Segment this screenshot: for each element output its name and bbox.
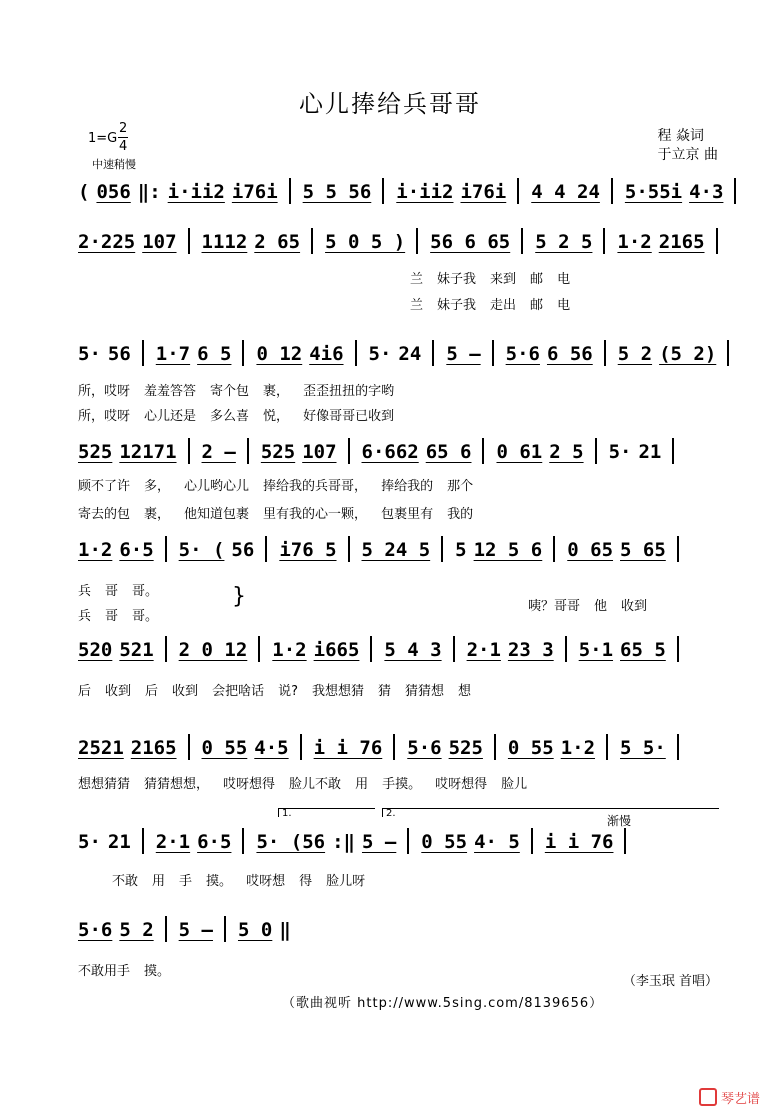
barline	[441, 536, 443, 562]
barline	[611, 178, 613, 204]
lyric-word: 后	[145, 684, 159, 699]
lyric-word: 多，	[144, 479, 171, 494]
lyric-line	[78, 680, 485, 699]
video-link[interactable]: （歌曲视听 http://www.5sing.com/8139656）	[282, 996, 604, 1011]
note-group: 5 –	[178, 919, 213, 941]
note-group: 525	[448, 737, 483, 759]
barline	[242, 828, 244, 854]
lyric-line	[78, 503, 487, 522]
lyric-word: 走出	[490, 298, 517, 313]
lyric-word: 心儿还是	[144, 409, 197, 424]
note-group: 5·6	[78, 919, 113, 941]
note-group: :‖	[332, 831, 355, 853]
barline	[606, 734, 608, 760]
note-group: 6 56	[546, 343, 593, 365]
lyric-line	[78, 580, 172, 599]
lyric-word: 邮	[530, 298, 544, 313]
lyric-word: 所，哎呀	[78, 384, 131, 399]
lyric-word: 那个	[447, 479, 474, 494]
note-group: i·ii2	[396, 181, 454, 203]
note-group: 56 6 65	[430, 231, 511, 253]
barline	[300, 734, 302, 760]
note-group: 6·5	[197, 831, 232, 853]
lyric-word: 我的	[447, 507, 474, 522]
lyric-word: 猜猜想想，	[144, 777, 210, 792]
note-group: 2165	[658, 231, 705, 253]
lyric-word: 妹子我	[437, 298, 477, 313]
lyric-word: 收到	[621, 599, 648, 614]
note-group: 65 5	[620, 639, 666, 661]
note-group: 0 65	[567, 539, 614, 561]
barline	[311, 228, 313, 254]
lyric-word: 说?	[278, 684, 298, 699]
lyric-word: 兰	[410, 272, 424, 287]
barline	[521, 228, 523, 254]
note-group: 5· (	[178, 539, 225, 561]
note-group: 5 0	[237, 919, 273, 941]
note-group: 5 24 5	[361, 539, 431, 561]
lyric-word: 不敢用手	[78, 964, 131, 979]
note-group: 2165	[130, 737, 177, 759]
lyric-word: 心儿哟心儿	[184, 479, 250, 494]
barline	[624, 828, 626, 854]
lyric-brace: }	[232, 584, 246, 609]
barline	[165, 916, 167, 942]
barline	[531, 828, 533, 854]
note-group: 1·7	[155, 343, 191, 365]
lyric-word: 电	[557, 298, 571, 313]
barline	[348, 536, 350, 562]
note-group: 6·662	[361, 441, 419, 463]
credits	[658, 127, 718, 165]
barline	[734, 178, 736, 204]
lyricist: 程 焱词	[657, 128, 704, 144]
barline	[677, 636, 679, 662]
logo-icon	[699, 1088, 717, 1106]
note-group: 5 2	[119, 919, 154, 941]
notation-system	[78, 636, 691, 662]
note-group: 21	[107, 831, 131, 853]
note-group: 525	[78, 441, 113, 463]
barline	[165, 536, 167, 562]
lyric-word: 哎呀想得	[435, 777, 488, 792]
ending-number: 2.	[386, 808, 396, 819]
lyric-word: 他	[594, 599, 608, 614]
barline	[382, 178, 384, 204]
lyric-word: 电	[557, 272, 571, 287]
barline	[393, 734, 395, 760]
barline	[265, 536, 267, 562]
lyric-word: 后	[78, 684, 92, 699]
lyric-word: 所，哎呀	[78, 409, 131, 424]
note-group: 5 0 5 )	[325, 231, 406, 253]
note-group: 0 55	[507, 737, 554, 759]
barline	[247, 438, 249, 464]
lyric-word: 咦？哥哥	[528, 599, 581, 614]
lyric-word: 想	[458, 684, 472, 699]
note-group: ‖:	[137, 181, 161, 203]
composer: 于立京 曲	[657, 147, 718, 163]
note-group: 1·2	[78, 539, 113, 561]
note-group: 2 –	[201, 441, 236, 463]
notation-system	[78, 340, 741, 366]
barline	[370, 636, 372, 662]
barline	[565, 636, 567, 662]
barline	[165, 636, 167, 662]
lyric-word: 裹，	[144, 507, 171, 522]
barline	[482, 438, 484, 464]
note-group: i i 76	[313, 737, 383, 759]
lyric-word: 包裹里有	[381, 507, 434, 522]
note-group: 1·2	[272, 639, 307, 661]
notation-system	[78, 438, 686, 464]
lyric-word: 哥	[105, 584, 119, 599]
note-group: 56	[231, 539, 255, 561]
barline	[142, 828, 144, 854]
note-group: 4 4 24	[531, 181, 600, 203]
note-group: 5·1	[578, 639, 614, 661]
lyric-word: 邮	[530, 272, 544, 287]
lyric-line	[78, 605, 172, 624]
note-group: i·ii2	[167, 181, 225, 203]
notation-system	[78, 536, 691, 562]
note-group: 056	[96, 181, 131, 203]
barline	[672, 438, 674, 464]
note-group: 4·5	[254, 737, 289, 759]
lyric-line	[78, 960, 184, 979]
lyric-word: 妹子我	[437, 272, 477, 287]
note-group: 525	[260, 441, 296, 463]
lyric-word: 里有我的心一颗，	[263, 507, 368, 522]
barline	[604, 340, 606, 366]
time-denominator: 4	[119, 139, 128, 154]
barline	[242, 340, 244, 366]
first-ending-bracket	[278, 808, 375, 817]
note-group: 2521	[78, 737, 124, 759]
note-group: 21	[638, 441, 662, 463]
note-group: 107	[302, 441, 337, 463]
note-group: 2·225	[78, 231, 136, 253]
note-group: 0 55	[421, 831, 468, 853]
notation-system	[78, 916, 298, 942]
lyric-line	[78, 773, 541, 792]
note-group: 0 55	[201, 737, 248, 759]
note-group: (5 2)	[659, 343, 717, 365]
barline	[716, 228, 718, 254]
lyric-word: 悦，	[263, 409, 290, 424]
note-group: 1·2	[617, 231, 652, 253]
barline	[142, 340, 144, 366]
time-signature	[118, 120, 128, 155]
lyric-word: 手摸。	[382, 777, 422, 792]
lyric-word: 得	[299, 874, 313, 889]
notation-system	[78, 228, 730, 254]
lyric-word: 用	[355, 777, 369, 792]
lyric-word: 顾不了许	[78, 479, 131, 494]
note-group: 2 5	[549, 441, 584, 463]
barline	[453, 636, 455, 662]
lyric-word: 脸儿不敢	[289, 777, 342, 792]
note-group: 0 12	[256, 343, 303, 365]
barline	[727, 340, 729, 366]
lyric-word: 用	[152, 874, 166, 889]
barline	[553, 536, 555, 562]
note-group: 2·1	[155, 831, 191, 853]
lyric-word: 哎呀想	[246, 874, 286, 889]
note-group: 56	[107, 343, 131, 365]
tempo-change-mark: 渐慢	[607, 814, 632, 828]
barline	[224, 916, 226, 942]
note-group: 23 3	[507, 639, 554, 661]
barline	[603, 228, 605, 254]
ending-number: 1.	[282, 808, 292, 819]
page-title: 心儿捧给兵哥哥	[299, 90, 481, 118]
barline	[258, 636, 260, 662]
lyric-word: 兵	[78, 609, 92, 624]
lyric-word: 寄个包	[210, 384, 250, 399]
notation-system	[78, 178, 748, 204]
key-signature: 1=G	[88, 131, 118, 146]
note-group: i665	[313, 639, 360, 661]
lyric-word: 裹，	[263, 384, 290, 399]
barline	[517, 178, 519, 204]
note-group: 5·6	[505, 343, 540, 365]
barline	[289, 178, 291, 204]
note-group: 2 0 12	[178, 639, 248, 661]
note-group: 5·	[368, 343, 392, 365]
lyric-word: 多么喜	[210, 409, 250, 424]
lyric-line	[410, 268, 584, 287]
site-logo[interactable]	[699, 1088, 760, 1107]
lyric-word: 收到	[105, 684, 132, 699]
barline	[492, 340, 494, 366]
lyric-line	[528, 595, 661, 614]
note-group: 12171	[119, 441, 177, 463]
note-group: 6·5	[119, 539, 154, 561]
notation-system	[78, 734, 691, 760]
tempo-marking: 中速稍慢	[92, 158, 136, 171]
barline	[407, 828, 409, 854]
note-group: 5 5 56	[302, 181, 372, 203]
note-group: 521	[119, 639, 154, 661]
lyric-word: 羞羞答答	[144, 384, 197, 399]
note-group: 65 6	[425, 441, 472, 463]
lyric-word: 猜	[378, 684, 392, 699]
note-group: 4·3	[689, 181, 724, 203]
note-group: 5	[455, 539, 467, 561]
note-group: 5·	[608, 441, 632, 463]
note-group: 5 2	[617, 343, 653, 365]
note-group: i i 76	[544, 831, 614, 853]
lyric-word: 不敢	[112, 874, 139, 889]
note-group: 107	[142, 231, 177, 253]
lyric-word: 他知道包裹	[184, 507, 250, 522]
note-group: 1112	[201, 231, 248, 253]
lyric-word: 兰	[410, 298, 424, 313]
lyric-word: 来到	[490, 272, 517, 287]
note-group: 5 5·	[620, 737, 666, 759]
lyric-word: 捧给我的	[381, 479, 434, 494]
note-group: ‖	[279, 919, 291, 941]
lyric-line	[78, 405, 408, 424]
lyric-word: 寄去的包	[78, 507, 131, 522]
lyric-word: 好像哥哥已收到	[303, 409, 395, 424]
barline	[188, 438, 190, 464]
barline	[677, 734, 679, 760]
lyric-word: 兵	[78, 584, 92, 599]
barline	[416, 228, 418, 254]
lyric-line	[78, 380, 408, 399]
note-group: 5 4 3	[384, 639, 442, 661]
note-group: 5·55i	[624, 181, 683, 203]
note-group: i76i	[460, 181, 507, 203]
note-group: 5·6	[407, 737, 442, 759]
lyric-word: 手	[179, 874, 193, 889]
note-group: 24	[398, 343, 422, 365]
note-group: (	[78, 181, 90, 203]
logo-text: 琴艺谱	[720, 1092, 760, 1107]
lyric-word: 会把啥话	[212, 684, 265, 699]
note-group: i76i	[231, 181, 278, 203]
note-group: 4· 5	[474, 831, 520, 853]
lyric-word: 哎呀想得	[223, 777, 276, 792]
lyric-line	[410, 294, 584, 313]
lyric-word: 摸。	[206, 874, 233, 889]
singer-credit: （李玉珉 首唱）	[622, 974, 718, 989]
lyric-word: 脸儿呀	[326, 874, 366, 889]
lyric-word: 想想猜猜	[78, 777, 131, 792]
note-group: 5 2 5	[535, 231, 593, 253]
note-group: 2·1	[466, 639, 501, 661]
barline	[677, 536, 679, 562]
note-group: 5·	[78, 343, 101, 365]
lyric-word: 歪歪扭扭的字哟	[303, 384, 395, 399]
note-group: 0 61	[496, 441, 543, 463]
note-group: 5 –	[361, 831, 397, 853]
lyric-line	[112, 870, 379, 889]
note-group: i76 5	[279, 539, 337, 561]
barline	[188, 228, 190, 254]
second-ending-bracket	[382, 808, 719, 817]
lyric-word: 哥。	[132, 609, 159, 624]
lyric-word: 我想想猜	[311, 684, 364, 699]
lyric-word: 脸儿	[501, 777, 528, 792]
barline	[432, 340, 434, 366]
lyric-word: 哥	[105, 609, 119, 624]
notation-system	[78, 828, 638, 854]
lyric-word: 收到	[172, 684, 199, 699]
lyric-line	[78, 475, 487, 494]
lyric-word: 摸。	[144, 964, 171, 979]
barline	[188, 734, 190, 760]
lyric-word: 捧给我的兵哥哥，	[263, 479, 368, 494]
note-group: 6 5	[197, 343, 232, 365]
barline	[348, 438, 350, 464]
note-group: 5 65	[620, 539, 666, 561]
barline	[355, 340, 357, 366]
barline	[595, 438, 597, 464]
note-group: 4i6	[309, 343, 344, 365]
note-group: 5 –	[446, 343, 481, 365]
note-group: 12 5 6	[473, 539, 543, 561]
time-numerator: 2	[119, 121, 128, 136]
note-group: 520	[78, 639, 113, 661]
barline	[494, 734, 496, 760]
lyric-word: 猜猜想	[405, 684, 445, 699]
note-group: 1·2	[560, 737, 596, 759]
note-group: 5· (56	[256, 831, 326, 853]
note-group: 2 65	[254, 231, 301, 253]
lyric-word: 哥。	[132, 584, 159, 599]
note-group: 5·	[78, 831, 101, 853]
